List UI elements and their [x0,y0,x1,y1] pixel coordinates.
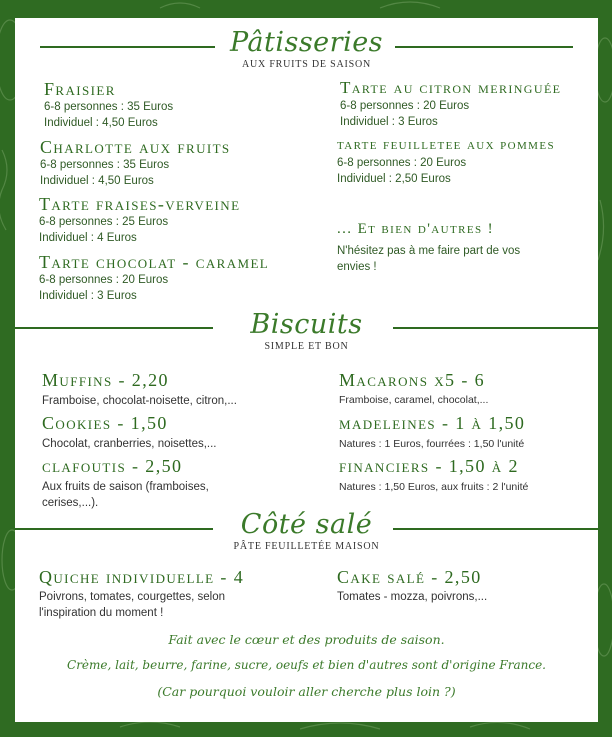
menu-item-tarte-fraises: Tarte fraises-verveine 6-8 personnes : 25 Euros Individuel : 4 Euros [39,194,241,244]
sale-title: Côté salé [240,509,373,540]
patisseries-title: Pâtisseries [229,27,384,58]
menu-item-charlotte: Charlotte aux fruits 6-8 personnes : 35 Euros Individuel : 4,50 Euros [40,137,231,187]
menu-item-tarte-pommes: tarte feuilletee aux pommes 6-8 personnes : 20 Euros Individuel : 2,50 Euros [337,137,555,185]
menu-item-tarte-chocolat: Tarte chocolat - caramel 6-8 personnes : 20 Euros Individuel : 3 Euros [39,252,270,302]
menu-item-quiche: Quiche individuelle - 4 Poivrons, tomates, courgettes, selon l'inspiration du moment ! [39,567,245,619]
patisseries-subtitle: AUX FRUITS DE SAISON [241,59,372,70]
biscuits-subtitle: SIMPLE ET BON [264,341,349,352]
menu-item-fraisier: Fraisier 6-8 personnes : 35 Euros Individuel : 4,50 Euros [44,79,174,129]
biscuits-title: Biscuits [250,309,363,340]
footer-line-3: (Car pourquoi vouloir aller cherche plus loin ?) [157,684,456,699]
sale-header [15,510,598,552]
menu-item-cake-sale: Cake salé - 2,50 Tomates - mozza, poivrons,... [337,567,488,603]
menu-item-clafoutis: clafoutis - 2,50 Aux fruits de saison (framboises, cerises,...). [42,456,209,509]
menu-item-cookies: Cookies - 1,50 Chocolat, cranberries, noisettes,... [42,413,217,450]
menu-item-financiers: financiers - 1,50 à 2 Natures : 1,50 Euros, aux fruits : 2 l'unité [339,456,529,493]
menu-item-madeleines: madeleines - 1 à 1,50 Natures : 1 Euros, fourrées : 1,50 l'unité [339,413,526,450]
menu-item-autres: ... Et bien d'autres ! N'hésitez pas à me faire part de vos envies ! [337,221,521,273]
footer-line-2: Crème, lait, beurre, farine, sucre, oeufs et bien d'autres sont d'origine France. [67,658,546,672]
biscuits-header [15,310,598,352]
footer-line-1: Fait avec le cœur et des produits de saison. [168,632,445,647]
menu-item-tarte-citron: Tarte au citron meringuée 6-8 personnes : 20 Euros Individuel : 3 Euros [340,78,562,128]
menu-card [15,18,598,722]
sale-subtitle: PÂTE FEUILLETÉE MAISON [233,541,380,552]
patisseries-header [15,28,598,70]
menu-item-muffins: Muffins - 2,20 Framboise, chocolat-noisette, citron,... [42,370,237,407]
menu-item-macarons: Macarons x5 - 6 Framboise, caramel, chocolat,... [339,370,489,406]
